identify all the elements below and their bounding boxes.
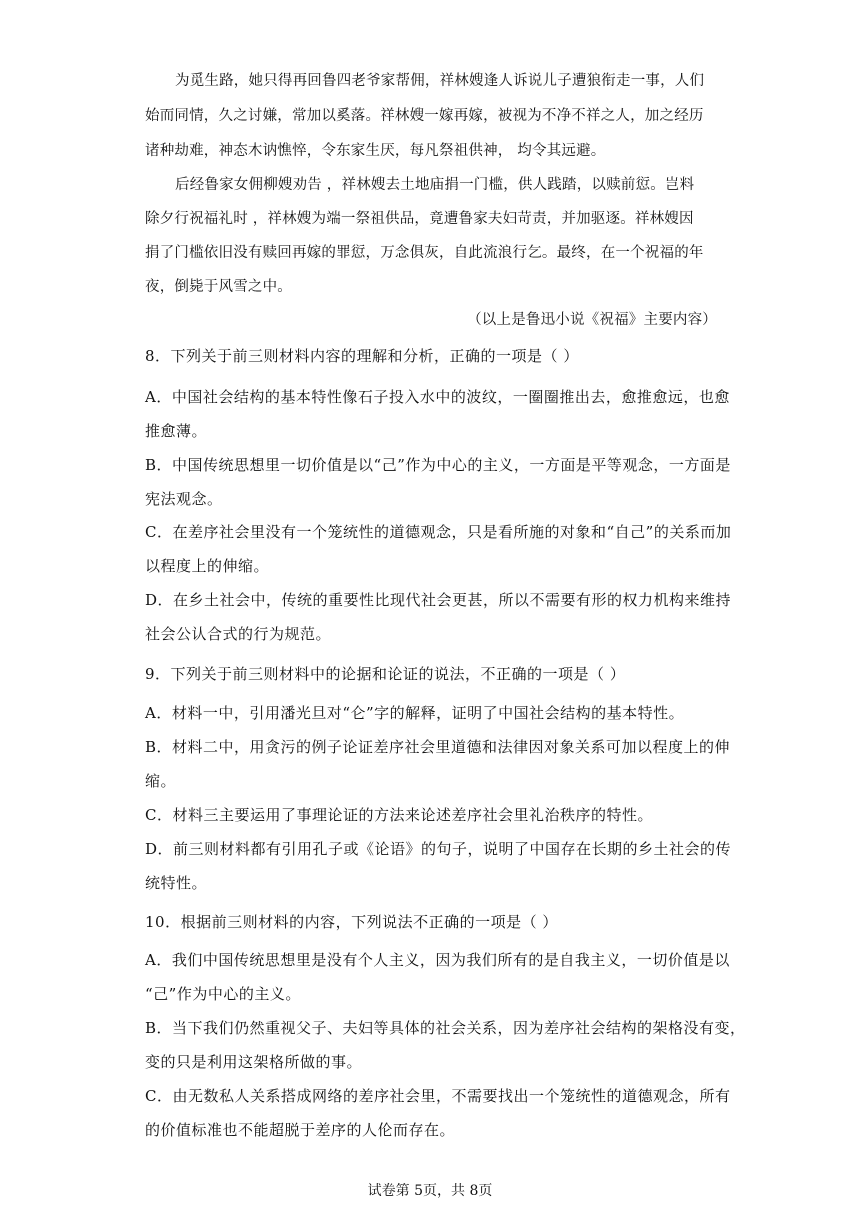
q9-option-a: A．材料一中，引用潘光旦对“仑”字的解释，证明了中国社会结构的基本特性。 [145, 704, 685, 722]
q10-option-c: C．由无数私人关系搭成网络的差序社会里，不需要找出一个笼统性的道德观念，所有 [145, 1087, 731, 1105]
story-line: 始而同情，久之讨嫌，常加以奚落。祥林嫂一嫁再嫁，被视为不净不祥之人，加之经历 [145, 108, 704, 124]
q8-option-a: A．中国社会结构的基本特性像石子投入水中的波纹，一圈圈推出去，愈推愈远，也愈 [145, 388, 730, 406]
question-9-stem: 9．下列关于前三则材料中的论据和论证的说法，不正确的一项是（ ） [145, 665, 626, 683]
story-line: 诸种劫难，神态木讷憔悴，令东家生厌，每凡祭祖供神， 均令其远避。 [145, 143, 606, 159]
q9-option-d: 统特性。 [145, 874, 208, 892]
q8-option-c: C．在差序社会里没有一个笼统性的道德观念，只是看所施的对象和“自己”的关系而加 [145, 523, 732, 541]
q10-option-c: 的价值标准也不能超脱于差序的人伦而存在。 [145, 1121, 456, 1139]
story-line: 夜，倒毙于风雪之中。 [145, 279, 292, 295]
story-line: 除夕行祝福礼时 ，祥林嫂为端一祭祖供品，竟遭鲁家夫妇苛责，并加驱逐。祥林嫂因 [145, 211, 694, 227]
q10-option-a: A．我们中国传统思想里是没有个人主义，因为我们所有的是自我主义，一切价值是以 [145, 951, 730, 969]
question-8-stem: 8．下列关于前三则材料内容的理解和分析，正确的一项是（ ） [145, 347, 579, 365]
q9-option-d: D．前三则材料都有引用孔子或《论语》的句子，说明了中国存在长期的乡土社会的传 [145, 840, 732, 858]
question-10-stem: 10．根据前三则材料的内容，下列说法不正确的一项是（ ） [145, 913, 558, 931]
story-source: （以上是鲁迅小说《祝福》主要内容） [467, 312, 717, 328]
story-line: 捐了门槛依旧没有赎回再嫁的罪愆，万念俱灰，自此流浪行乞。最终，在一个祝福的年 [145, 245, 704, 261]
q8-option-b: 宪法观念。 [145, 490, 223, 508]
q8-option-d: 社会公认合式的行为规范。 [145, 625, 332, 643]
story-line: 为觅生路，她只得再回鲁四老爷家帮佣，祥林嫂逢人诉说儿子遭狼衔走一事，人们 [175, 73, 705, 89]
q10-option-b: B．当下我们仍然重视父子、夫妇等具体的社会关系，因为差序社会结构的架格没有变， [145, 1019, 746, 1037]
q8-option-a: 推愈薄。 [145, 422, 208, 440]
q10-option-a: “己”作为中心的主义。 [145, 985, 301, 1003]
q10-option-b: 变的只是利用这架格所做的事。 [145, 1053, 363, 1071]
page-footer: 试卷第 5页，共 8页 [367, 1183, 493, 1199]
q9-option-c: C．材料三主要运用了事理论证的方法来论述差序社会里礼治秩序的特性。 [145, 806, 653, 824]
q8-option-c: 以程度上的伸缩。 [145, 557, 270, 575]
q9-option-b: 缩。 [145, 772, 177, 790]
q8-option-b: B．中国传统思想里一切价值是以“己”作为中心的主义，一方面是平等观念，一方面是 [145, 456, 731, 474]
q8-option-d: D．在乡土社会中，传统的重要性比现代社会更甚，所以不需要有形的权力机构来维持 [145, 591, 732, 609]
story-line: 后经鲁家女佣柳嫂劝告 ，祥林嫂去土地庙捐一门槛，供人践踏，以赎前愆。岂料 [175, 177, 695, 193]
q9-option-b: B．材料二中，用贪污的例子论证差序社会里道德和法律因对象关系可加以程度上的伸 [145, 738, 731, 756]
